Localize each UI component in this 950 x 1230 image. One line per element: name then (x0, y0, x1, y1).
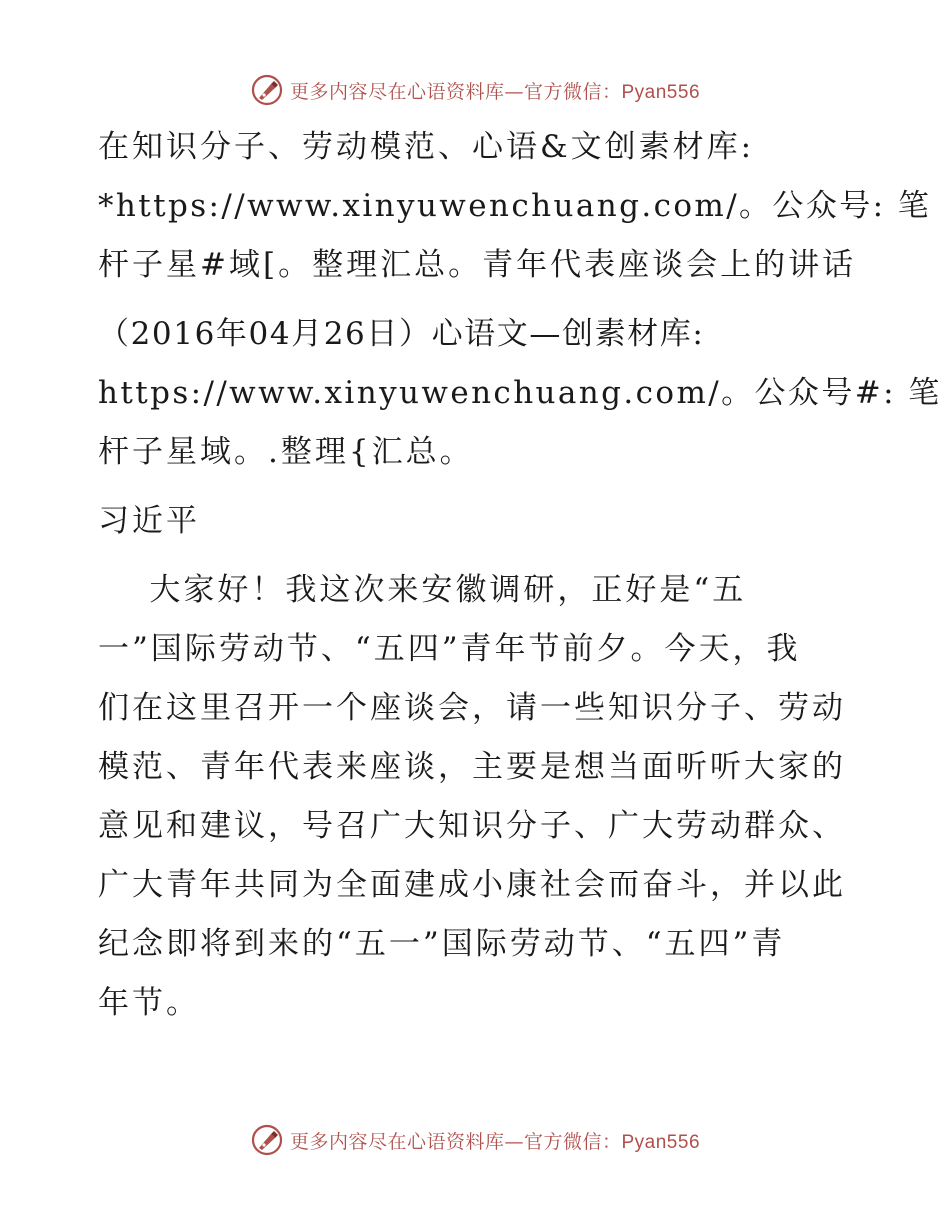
text-line: *https://www.xinyuwenchuang.com/。公众号: 笔 (98, 188, 932, 224)
author-name: 习近平 (98, 503, 200, 539)
text-line: https://www.xinyuwenchuang.com/。公众号#: 笔 (98, 375, 942, 411)
footer-watermark-banner (0, 1120, 950, 1160)
text-line: 纪念即将到来的“五一”国际劳动节、“五四”青 (98, 926, 786, 962)
text-line: 模范、青年代表来座谈，主要是想当面听听大家的 (98, 749, 846, 785)
text-line: 们在这里召开一个座谈会，请一些知识分子、劳动 (98, 690, 846, 726)
pen-nib-logo-icon (250, 1123, 284, 1157)
text-line: 杆子星#域[。整理汇总。青年代表座谈会上的讲话 (98, 247, 857, 283)
pen-nib-logo-icon (250, 73, 284, 107)
text-line: 一”国际劳动节、“五四”青年节前夕。今天，我 (98, 631, 801, 667)
text-line: 年节。 (98, 985, 200, 1021)
banner-text: 更多内容尽在心语资料库—官方微信： (289, 1130, 622, 1153)
text-line: 杆子星域。.整理{汇总。 (98, 434, 474, 470)
text-line: 在知识分子、劳动模范、心语&文创素材库: (98, 129, 755, 165)
banner-text: 更多内容尽在心语资料库—官方微信： (289, 80, 622, 103)
document-body (98, 122, 942, 1037)
banner-account: Pyan556 (621, 81, 701, 103)
text-line: 广大青年共同为全面建成小康社会而奋斗，并以此 (98, 867, 846, 903)
banner-account: Pyan556 (621, 1131, 701, 1153)
header-watermark-banner (0, 70, 950, 110)
text-line: （2016年04月26日）心语文—创素材库: (98, 316, 705, 352)
text-line: 大家好！我这次来安徽调研，正好是“五 (98, 572, 747, 608)
text-line: 意见和建议，号召广大知识分子、广大劳动群众、 (98, 808, 846, 844)
